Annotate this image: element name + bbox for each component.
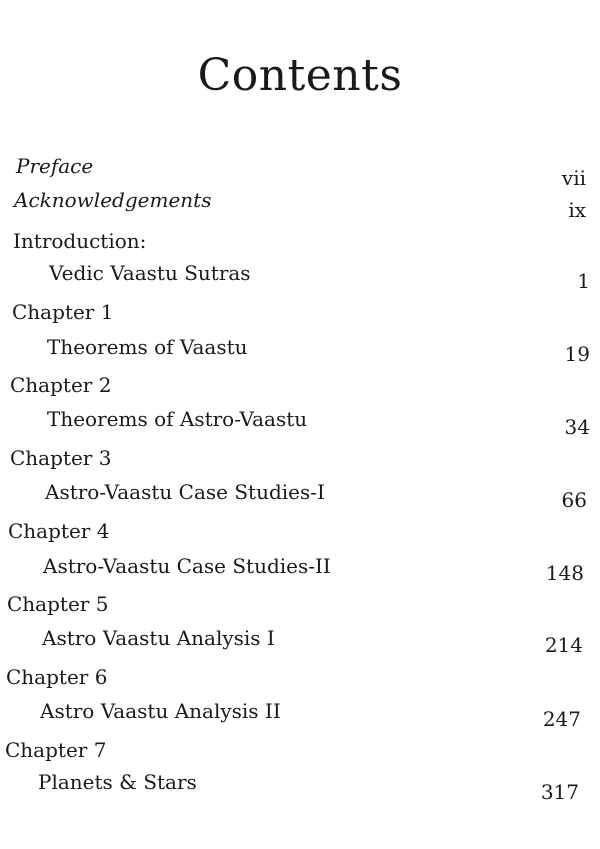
toc-entry-introduction-label: Vedic Vaastu Sutras xyxy=(49,261,251,285)
toc-heading-chapter-3: Chapter 3 xyxy=(10,446,112,470)
toc-entry-chapter-3-page: 66 xyxy=(561,488,587,512)
toc-entry-chapter-4-page: 148 xyxy=(545,561,584,585)
toc-heading-chapter-5: Chapter 5 xyxy=(7,592,109,616)
toc-heading-introduction: Introduction: xyxy=(13,229,147,253)
toc-heading-chapter-2: Chapter 2 xyxy=(10,373,112,397)
toc-entry-chapter-2-page: 34 xyxy=(564,415,590,439)
toc-entry-chapter-1-page: 19 xyxy=(564,342,590,366)
toc-heading-chapter-4: Chapter 4 xyxy=(8,519,110,543)
toc-entry-acknowledgements-page: ix xyxy=(568,198,586,222)
page-title: Contents xyxy=(197,50,403,101)
toc-heading-chapter-1: Chapter 1 xyxy=(12,300,114,324)
toc-entry-acknowledgements-label: Acknowledgements xyxy=(14,188,212,212)
toc-entry-chapter-4-label: Astro-Vaastu Case Studies-II xyxy=(43,554,331,578)
toc-heading-chapter-7: Chapter 7 xyxy=(5,738,107,762)
toc-entry-chapter-5-label: Astro Vaastu Analysis I xyxy=(42,626,275,650)
toc-entry-chapter-5-page: 214 xyxy=(544,633,583,657)
toc-entry-preface-page: vii xyxy=(561,166,586,190)
toc-entry-chapter-2-label: Theorems of Astro-Vaastu xyxy=(47,407,308,431)
toc-heading-chapter-6: Chapter 6 xyxy=(6,665,108,689)
toc-entry-preface-label: Preface xyxy=(16,154,94,178)
toc-entry-chapter-7-page: 317 xyxy=(540,780,579,804)
toc-entry-chapter-1-label: Theorems of Vaastu xyxy=(47,335,248,359)
toc-entry-chapter-6-page: 247 xyxy=(542,707,581,731)
toc-entry-introduction-page: 1 xyxy=(577,269,590,293)
toc-entry-chapter-7-label: Planets & Stars xyxy=(38,770,197,794)
toc-entry-chapter-6-label: Astro Vaastu Analysis II xyxy=(40,699,281,723)
toc-entry-chapter-3-label: Astro-Vaastu Case Studies-I xyxy=(45,480,325,504)
